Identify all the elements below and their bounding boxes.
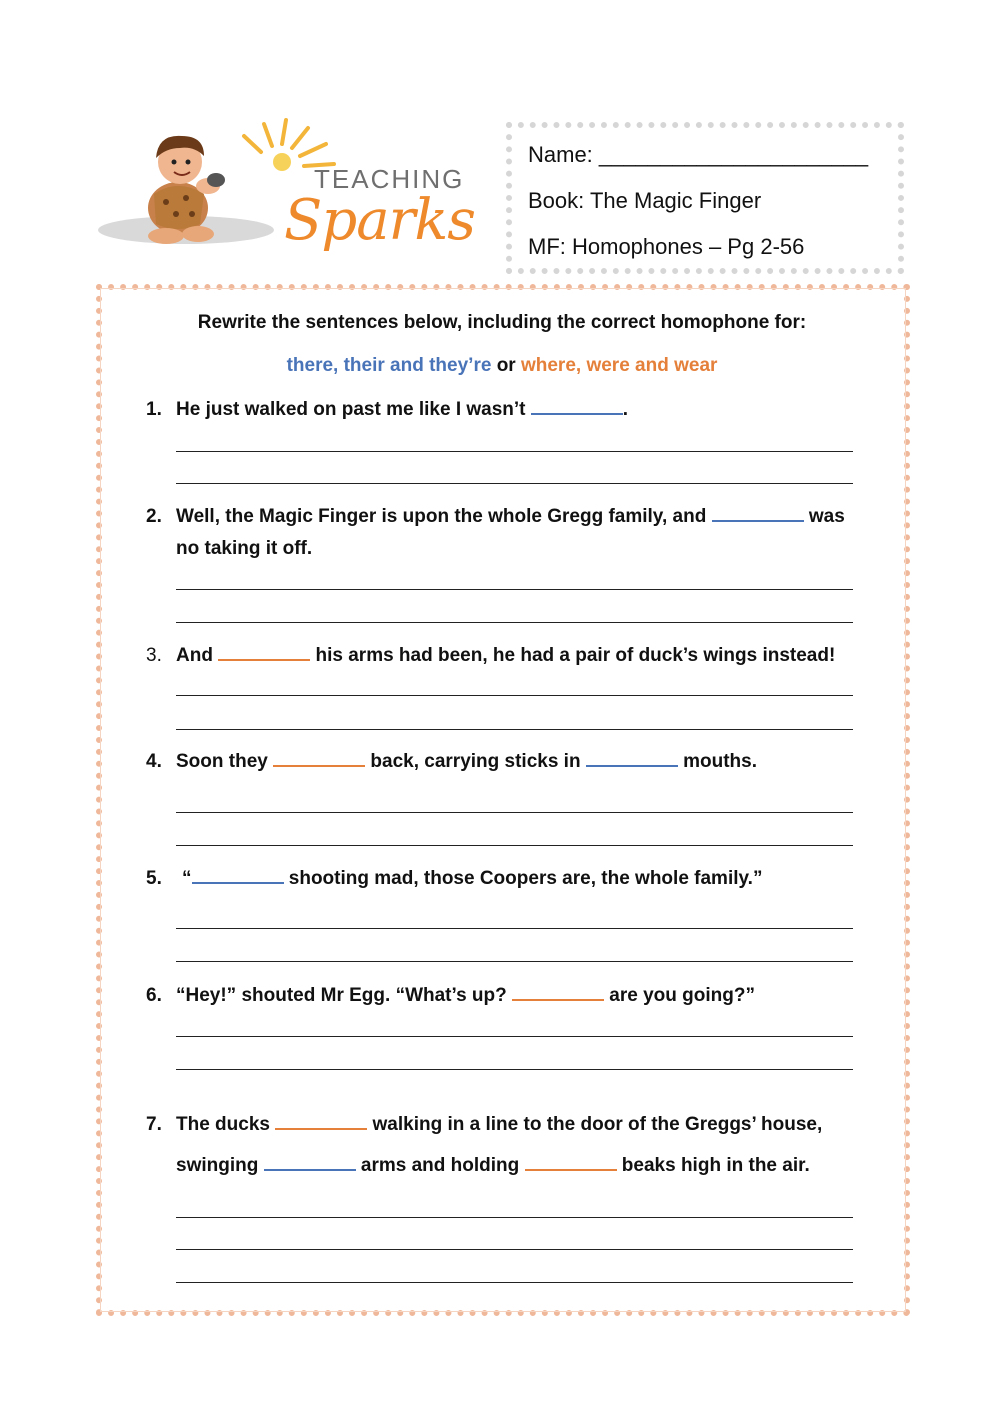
connector-or: or — [496, 355, 516, 376]
answer-line[interactable] — [176, 695, 853, 696]
question-text: Well, the Magic Finger is upon the whole Gregg family, and — [176, 506, 712, 527]
question-6 — [146, 980, 755, 1012]
answer-line[interactable] — [176, 729, 853, 730]
answer-line[interactable] — [176, 845, 853, 846]
question-4 — [146, 746, 757, 778]
question-text: beaks high in the air. — [616, 1155, 810, 1176]
blank-blue — [712, 502, 804, 522]
teaching-sparks-logo — [96, 118, 476, 268]
question-number: 2. — [146, 506, 162, 527]
question-text: The ducks — [176, 1114, 276, 1135]
question-text: . — [622, 399, 629, 420]
question-7 — [146, 1109, 822, 1141]
answer-line[interactable] — [176, 812, 853, 813]
question-2-continued: no taking it off. — [176, 538, 313, 559]
answer-line[interactable] — [176, 928, 853, 929]
question-text: arms and holding — [355, 1155, 525, 1176]
answer-line[interactable] — [176, 961, 853, 962]
blank-blue — [531, 395, 623, 415]
answer-line[interactable] — [176, 1069, 853, 1070]
blank-blue — [192, 864, 284, 884]
question-text: mouths. — [677, 751, 758, 772]
answer-line[interactable] — [176, 1282, 853, 1283]
answer-line[interactable] — [176, 1217, 853, 1218]
question-5 — [146, 863, 762, 895]
homophone-groups — [0, 355, 1004, 377]
question-text: shooting mad, those Coopers are, the whole family.” — [283, 868, 763, 889]
question-text: was — [803, 506, 845, 527]
answer-line[interactable] — [176, 1249, 853, 1250]
question-number: 5. — [146, 868, 162, 889]
instructions-line: Rewrite the sentences below, including the correct homophone for: — [197, 312, 807, 333]
question-3 — [146, 640, 835, 672]
question-1 — [146, 394, 628, 426]
book-title: Book: The Magic Finger — [528, 188, 762, 213]
question-text: walking in a line to the door of the Greggs’ house, — [367, 1114, 823, 1135]
answer-line[interactable] — [176, 589, 853, 590]
question-number: 4. — [146, 751, 162, 772]
question-number: 1. — [146, 399, 162, 420]
blank-orange — [512, 981, 604, 1001]
question-number: 7. — [146, 1114, 162, 1135]
question-text: And — [176, 645, 219, 666]
blank-blue — [586, 747, 678, 767]
question-number: 3. — [146, 645, 162, 666]
question-text: “ — [182, 868, 192, 889]
homophone-group-where: where, were and wear — [520, 355, 718, 376]
question-number: 6. — [146, 985, 162, 1006]
blank-orange — [273, 747, 365, 767]
question-2 — [146, 501, 845, 533]
blank-orange — [218, 641, 310, 661]
question-text: are you going?” — [604, 985, 755, 1006]
question-7-continued — [176, 1150, 810, 1182]
student-info-box — [506, 122, 904, 274]
answer-line[interactable] — [176, 451, 853, 452]
homophone-group-there: there, their and they’re — [286, 355, 492, 376]
answer-line[interactable] — [176, 1036, 853, 1037]
question-text: Soon they — [176, 751, 274, 772]
question-text: back, carrying sticks in — [365, 751, 586, 772]
question-text: swinging — [176, 1155, 264, 1176]
logo-word-teaching: TEACHING — [314, 164, 465, 194]
question-text: He just walked on past me like I wasn’t — [176, 399, 531, 420]
answer-line[interactable] — [176, 622, 853, 623]
question-text: his arms had been, he had a pair of duck’s wings instead! — [310, 645, 836, 666]
name-field[interactable]: Name: ______________________ — [528, 142, 869, 167]
question-text: “Hey!” shouted Mr Egg. “What’s up? — [176, 985, 513, 1006]
answer-line[interactable] — [176, 483, 853, 484]
topic-label: MF: Homophones – Pg 2-56 — [528, 234, 805, 259]
logo-word-sparks: Sparks — [284, 188, 476, 253]
blank-blue — [264, 1151, 356, 1171]
blank-orange — [525, 1151, 617, 1171]
blank-orange — [275, 1110, 367, 1130]
